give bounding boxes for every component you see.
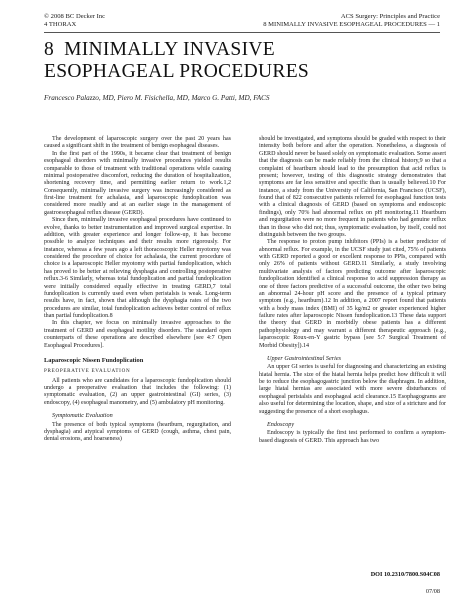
subheading-endoscopy: Endoscopy <box>267 420 295 428</box>
copyright-line: © 2008 BC Decker Inc <box>44 13 106 20</box>
running-header-right <box>263 13 440 30</box>
paragraph: The response to proton pump inhibitors (PPIs) is a better predictor of abnormal reflux. For example, in the UCSF study just cited, 75% of patients with GERD reported a good or excellent response to PPIs, compared with only 26% of patients without GERD.11 Similarly, a study involving multivariate analysis of factors predicting outcome after laparoscopic fundoplication identified a clinical response to acid suppression therapy as one of three factors predictive of a successful outcome, the other two being an abnormal 24-hour pH score and the presence of a typical primary symptom (e.g., heartburn).12 In addition, a 2007 report found that patients with a body mass index (BMI) of 35 kg/m2 or greater experienced higher failure rates after laparoscopic Nissen fundoplication.13 These data support the theory that GERD in morbidly obese patients has a different pathophysiology and may warrant a different therapeutic approach (e.g., laparoscopic Roux-en-Y gastric bypass [see 5:7 Surgical Treatment of Morbid Obesity]).14 <box>259 239 446 349</box>
paragraph: The development of laparoscopic surgery over the past 20 years has caused a significant shift in the treatment of benign esophageal diseases. <box>44 136 231 150</box>
section-label: 4 THORAX <box>44 21 77 29</box>
chapter-page-label: 8 MINIMALLY INVASIVE ESOPHAGEAL PROCEDURES — 1 <box>263 21 440 29</box>
chapter-number: 8 <box>44 39 55 60</box>
right-column <box>259 136 446 445</box>
paragraph: All patients who are candidates for a laparoscopic fundoplication should undergo a preoperative evaluation that includes the following: (1) symptomatic evaluation, (2) an upper gastrointestinal (GI) series, (3) endoscopy, (4) esophageal manometry, and (5) ambulatory pH monitoring. <box>44 377 231 406</box>
left-column <box>44 136 231 444</box>
title-line-2: ESOPHAGEAL PROCEDURES <box>44 61 310 82</box>
doi-label: DOI 10.2310/7800.S04C08 <box>370 571 440 578</box>
header-rule <box>44 32 440 33</box>
book-title: ACS Surgery: Principles and Practice <box>340 13 440 20</box>
section-heading: Laparoscopic Nissen Fundoplication <box>44 356 144 364</box>
running-header-left <box>44 13 105 30</box>
title-line-1: MINIMALLY INVASIVE <box>64 39 275 60</box>
subheading-symptomatic-evaluation: Symptomatic Evaluation <box>52 412 113 420</box>
paragraph: Endoscopy is typically the first test performed to confirm a symptom-based diagnosis of GERD. This approach has two <box>259 430 446 444</box>
paragraph: An upper GI series is useful for diagnosing and characterizing an existing hiatal hernia. The size of the hiatal hernia helps predict how difficult it will be to reduce the esophagogastric junction below the diaphragm. In addition, large hiatal hernias are associated with more severe disturbances of esophageal peristalsis and esophageal acid clearance.15 Esophagograms are also useful for determining the location, shape, and size of a stricture and for suggesting the presence of a short esophagus. <box>259 364 446 415</box>
subheading-upper-gi-series: Upper Gastrointestinal Series <box>267 354 342 362</box>
paragraph: The presence of both typical symptoms (heartburn, regurgitation, and dysphagia) and atypical symptoms of GERD (cough, asthma, chest pain, dental erosions, and hoarseness) <box>44 421 231 443</box>
paragraph: In the first part of the 1990s, it became clear that treatment of benign esophageal disorders with minimally invasive procedures yielded results comparable to those of treatment with traditional operations while causing minimal postoperative discomfort, reducing the duration of hospitalization, shortening recovery time, and permitting earlier return to work.1,2 Consequently, minimally invasive surgery was increasingly considered as first-line treatment for achalasia, and laparoscopic fundoplication was considered more readily and at an earlier stage in the management of gastroesophageal reflux disease (GERD). <box>44 150 231 216</box>
paragraph: Since then, minimally invasive esophageal procedures have continued to evolve, thanks to better instrumentation and improved surgical expertise. In addition, with greater experience and longer follow-up, it has become possible to analyze techniques and their results more rigorously. For instance, whereas a few years ago a left thoracoscopic Heller myotomy was considered the procedure of choice for achalasia, the current procedure of choice is a laparoscopic Heller myotomy with partial fundoplication, which has proved to be better at relieving dysphagia and controlling postoperative reflux.3-6 Similarly, whereas total fundoplication and partial fundoplication were initially considered equally effective in treating GERD,7 total fundoplication is currently used even when peristalsis is weak. Long-term results have, in fact, shown that although the dysphagia rates of the two procedures are similar, total fundoplication achieves better control of reflux than partial fundoplication.8 <box>44 217 231 319</box>
footer-date: 07/08 <box>425 588 440 595</box>
paragraph: should be investigated, and symptoms should be graded with respect to their intensity both before and after the operation. Nonetheless, a diagnosis of GERD should never be based solely on symptomatic evaluation. Some assert that the diagnosis can be made reliably from the clinical history,9 so that a complaint of heartburn should lead to the presumption that acid reflux is present; however, testing of this diagnostic strategy demonstrates that symptoms are far less sensitive and specific than is usually believed.10 For instance, a study from the University of California, San Francisco (UCSF), found that of 822 consecutive patients referred for esophageal function tests with a clinical diagnosis of GERD (based on symptoms and endoscopic findings), only 70% had abnormal reflux on pH monitoring.11 Heartburn and regurgitation were no more frequent in patients who had genuine reflux than in those who did not; thus, symptomatic evaluation, by itself, could not distinguish between the two groups. <box>259 136 446 238</box>
subsection-heading: PREOPERATIVE EVALUATION <box>44 368 131 375</box>
author-list: Francesco Palazzo, MD, Piero M. Fisichella, MD, Marco G. Patti, MD, FACS <box>44 94 270 102</box>
chapter-title <box>44 39 444 83</box>
paragraph: In this chapter, we focus on minimally invasive approaches to the treatment of GERD and esophageal motility disorders. The standard open counterparts of these operations are described elsewhere [see 4:7 Open Esophageal Procedures]. <box>44 320 231 349</box>
